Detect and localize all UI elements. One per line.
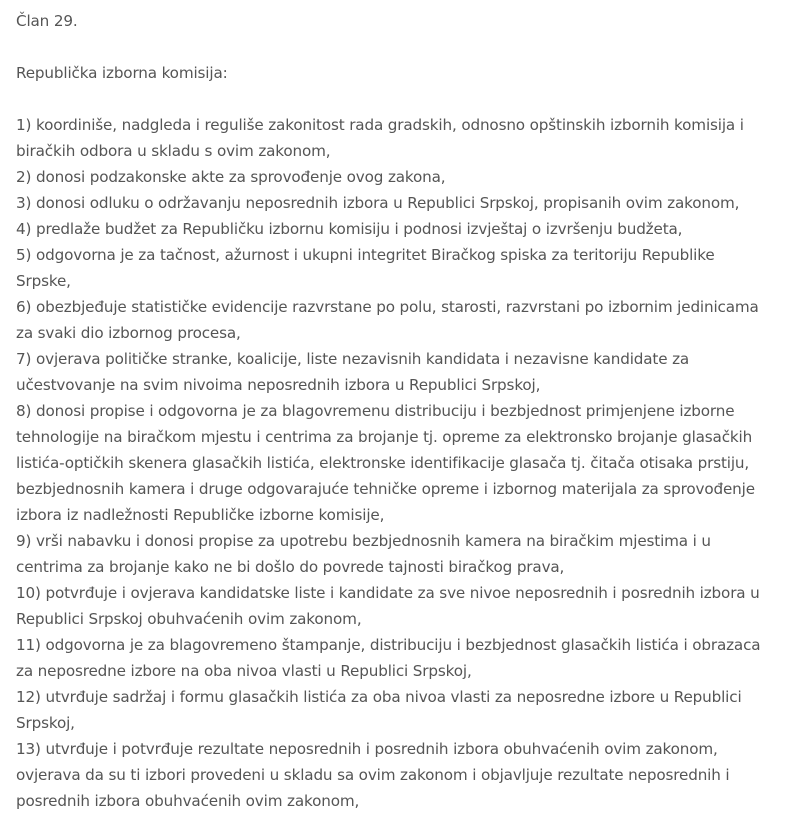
article-line: listića-optičkih skenera glasačkih listića, elektronske identifikacije glasača tj. čitača otisaka prstiju, bbox=[16, 454, 750, 472]
spacer bbox=[16, 34, 776, 60]
spacer bbox=[16, 86, 776, 112]
article-line: 9) vrši nabavku i donosi propise za upotrebu bezbjednosnih kamera na biračkim mjestima i u bbox=[16, 532, 711, 550]
article-line: 7) ovjerava političke stranke, koalicije, liste nezavisnih kandidata i nezavisne kandidate za bbox=[16, 350, 690, 368]
article-line: Republici Srpskoj obuhvaćenih ovim zakonom, bbox=[16, 610, 362, 628]
article-line: 13) utvrđuje i potvrđuje rezultate neposrednih i posrednih izbora obuhvaćenih ovim zakonom, bbox=[16, 740, 718, 758]
article-line: posrednih izbora obuhvaćenih ovim zakonom, bbox=[16, 792, 360, 810]
article-line: 5) odgovorna je za tačnost, ažurnost i ukupni integritet Biračkog spiska za teritoriju Republike bbox=[16, 246, 715, 264]
article-items bbox=[16, 112, 776, 814]
article-line: centrima za brojanje kako ne bi došlo do povrede tajnosti biračkog prava, bbox=[16, 558, 565, 576]
article-line: tehnologije na biračkom mjestu i centrima za brojanje tj. opreme za elektronsko brojanje glasačkih bbox=[16, 428, 753, 446]
article-line: 1) koordiniše, nadgleda i reguliše zakonitost rada gradskih, odnosno opštinskih izbornih komisija i bbox=[16, 116, 744, 134]
article-line: 3) donosi odluku o održavanju neposrednih izbora u Republici Srpskoj, propisanih ovim zakonom, bbox=[16, 194, 740, 212]
article-line: bezbjednosnih kamera i druge odgovarajuće tehničke opreme i izbornog materijala za sprovođenje bbox=[16, 480, 755, 498]
article-line: učestvovanje na svim nivoima neposrednih izbora u Republici Srpskoj, bbox=[16, 376, 541, 394]
article-line: 11) odgovorna je za blagovremeno štampanje, distribuciju i bezbjednost glasačkih listića i obrazaca bbox=[16, 636, 761, 654]
article-intro: Republička izborna komisija: bbox=[16, 64, 228, 82]
article-line: za neposredne izbore na oba nivoa vlasti u Republici Srpskoj, bbox=[16, 662, 472, 680]
article-line: izbora iz nadležnosti Republičke izborne komisije, bbox=[16, 506, 385, 524]
article-line: 12) utvrđuje sadržaj i formu glasačkih listića za oba nivoa vlasti za neposredne izbore u Republici bbox=[16, 688, 742, 706]
article-line: 2) donosi podzakonske akte za sprovođenje ovog zakona, bbox=[16, 168, 446, 186]
article-line: 8) donosi propise i odgovorna je za blagovremenu distribuciju i bezbjednost primjenjene izborne bbox=[16, 402, 735, 420]
article-line: ovjerava da su ti izbori provedeni u skladu sa ovim zakonom i objavljuje rezultate neposrednih i bbox=[16, 766, 730, 784]
article-line: biračkih odbora u skladu s ovim zakonom, bbox=[16, 142, 331, 160]
article-line: 10) potvrđuje i ovjerava kandidatske liste i kandidate za sve nivoe neposrednih i posrednih izbora u bbox=[16, 584, 760, 602]
article-line: 4) predlaže budžet za Republičku izbornu komisiju i podnosi izvještaj o izvršenju budžeta, bbox=[16, 220, 683, 238]
article-line: Srpskoj, bbox=[16, 714, 75, 732]
article-title: Član 29. bbox=[16, 12, 78, 30]
article-line: Srpske, bbox=[16, 272, 71, 290]
article-body bbox=[16, 8, 776, 814]
article-line: za svaki dio izbornog procesa, bbox=[16, 324, 241, 342]
article-line: 6) obezbjeđuje statističke evidencije razvrstane po polu, starosti, razvrstani po izbornim jedinicama bbox=[16, 298, 759, 316]
